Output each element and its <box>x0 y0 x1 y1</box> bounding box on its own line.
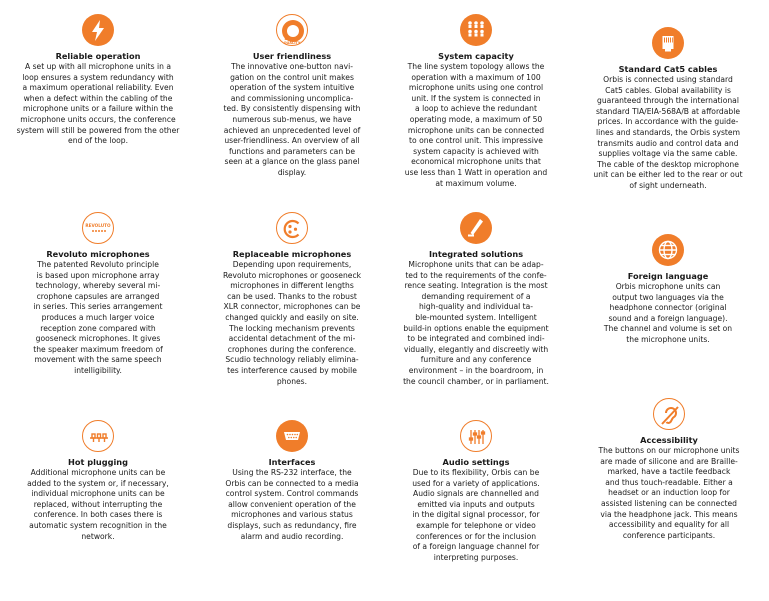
hearing-assistance-icon <box>653 398 685 430</box>
feature-description: The innovative one-button navi- gation on the control unit makes operation of the system intuitive and commissioning uncomplica- ted. By consistently dispensing with numerous sub-menus, we have achieved an unprecedented level of user-friendliness. An overview of all functions and parameters can be seen at a glance on the glass panel display. <box>223 62 361 177</box>
feature-standard-cat5-cables <box>575 27 761 192</box>
feature-description: Additional microphone units can be added to the system or, if necessary, individual microphone units can be replaced, without interrupting the conference. In both cases there is automatic system recognition in the network. <box>27 468 169 541</box>
feature-revoluto-microphones <box>18 212 178 377</box>
feature-title: Foreign language <box>627 271 709 281</box>
feature-system-capacity <box>386 14 566 189</box>
xlr-connector-icon <box>276 212 308 244</box>
feature-title: Hot plugging <box>68 457 128 467</box>
feature-foreign-language <box>583 234 753 346</box>
feature-title: Revoluto microphones <box>46 249 150 259</box>
globe-icon <box>652 234 684 266</box>
feature-title: Accessibility <box>640 435 698 445</box>
feature-description: A set up with all microphone units in a loop ensures a system redundancy with a maximum operational reliability. Even when a defect within the cabling of the microphone units or a failure within the microphone units occurs, the conference system will still be powered from the other end of the loop. <box>16 62 180 146</box>
better-quality-badge-icon: BETTER QUALITY <box>276 14 308 46</box>
feature-title: System capacity <box>438 51 514 61</box>
feature-integrated-solutions <box>384 212 568 387</box>
feature-title: Interfaces <box>268 457 316 467</box>
rj45-connector-icon <box>652 27 684 59</box>
feature-description: Using the RS-232 interface, the Orbis can be connected to a media control system. Control commands allow convenient operation of the microphones and various status displays, such as redundancy, fire alarm and audio recording. <box>225 468 359 541</box>
feature-title: Audio settings <box>442 457 510 467</box>
feature-description: Due to its flexibility, Orbis can be used for a variety of applications. Audio signals are channelled and emitted via inputs and outputs in the digital signal processor, for example for telephone or video conferences or for the inclusion of a foreign language channel for interpreting purposes. <box>412 468 540 562</box>
feature-hot-plugging <box>8 420 188 542</box>
feature-title: Standard Cat5 cables <box>618 64 718 74</box>
feature-description: The buttons on our microphone units are made of silicone and are Braille- marked, have a tactile feedback and thus touch-readable. Either a headset or an induction loop for assisted listening can be connected via the headphone jack. This means accessibility and equality for all conference participants. <box>598 446 740 540</box>
feature-description: Orbis microphone units can output two languages via the headphone connector (original sound and a foreign language). The channel and volume is set on the microphone units. <box>603 282 733 344</box>
feature-audio-settings <box>386 420 566 563</box>
feature-user-friendliness <box>202 14 382 179</box>
lightning-icon <box>82 14 114 46</box>
feature-description: Depending upon requirements, Revoluto microphones or gooseneck microphones in different lengths can be used. Thanks to the robust XLR connector, microphones can be changed quickly and easily on site. The locking mechanism prevents accidental detachment of the mi- crophones during the conference. Scudio technology reliably elimina- tes interference caused by mobile phones. <box>222 260 362 386</box>
revoluto-logo-icon: REVOLUTO <box>82 212 114 244</box>
feature-title: User friendliness <box>252 51 332 61</box>
feature-reliable-operation <box>8 14 188 147</box>
serial-port-icon <box>276 420 308 452</box>
feature-description: Microphone units that can be adap- ted to the requirements of the confe- rence seating. Integration is the most demanding requirement of a high-quality and individual ta- ble-mounted system. Intelligent build-in options enable the equipment to be integrated and combined indi- vidually, elegantly and discreetly with furniture and any conference environment – in the boardroom, in the council chamber, or in parliament. <box>403 260 549 386</box>
people-group-icon <box>460 14 492 46</box>
feature-description: Orbis is connected using standard Cat5 cables. Global availability is guaranteed through the international standard TIA/EIA-568A/B at affordable prices. In accordance with the guide- lines and standards, the Orbis system transmits audio and control data and supplies voltage via the same cable. The cable of the desktop microphone unit can be either led to the rear or out of sight underneath. <box>593 75 743 190</box>
feature-replaceable-microphones <box>202 212 382 387</box>
plug-icon <box>82 420 114 452</box>
feature-title: Reliable operation <box>55 51 141 61</box>
microphone-icon <box>460 212 492 244</box>
feature-title: Replaceable microphones <box>232 249 352 259</box>
feature-interfaces <box>202 420 382 542</box>
feature-title: Integrated solutions <box>428 249 524 259</box>
feature-accessibility <box>575 398 763 541</box>
faders-icon <box>460 420 492 452</box>
feature-description: The patented Revoluto principle is based upon microphone array technology, whereby several mi- crophone capsules are arranged in series. This series arrangement produces a much larger voice reception zone compared with gooseneck microphones. It gives the speaker maximum freedom of movement with the same speech intelligibility. <box>33 260 163 375</box>
feature-description: The line system topology allows the operation with a maximum of 100 microphone units using one control unit. If the system is connected in a loop to achieve the redundant operating mode, a maximum of 50 microphone units can be connected to one control unit. This impressive system capacity is achieved with economical microphone units that use less than 1 Watt in operation and at maximum volume. <box>404 62 548 188</box>
